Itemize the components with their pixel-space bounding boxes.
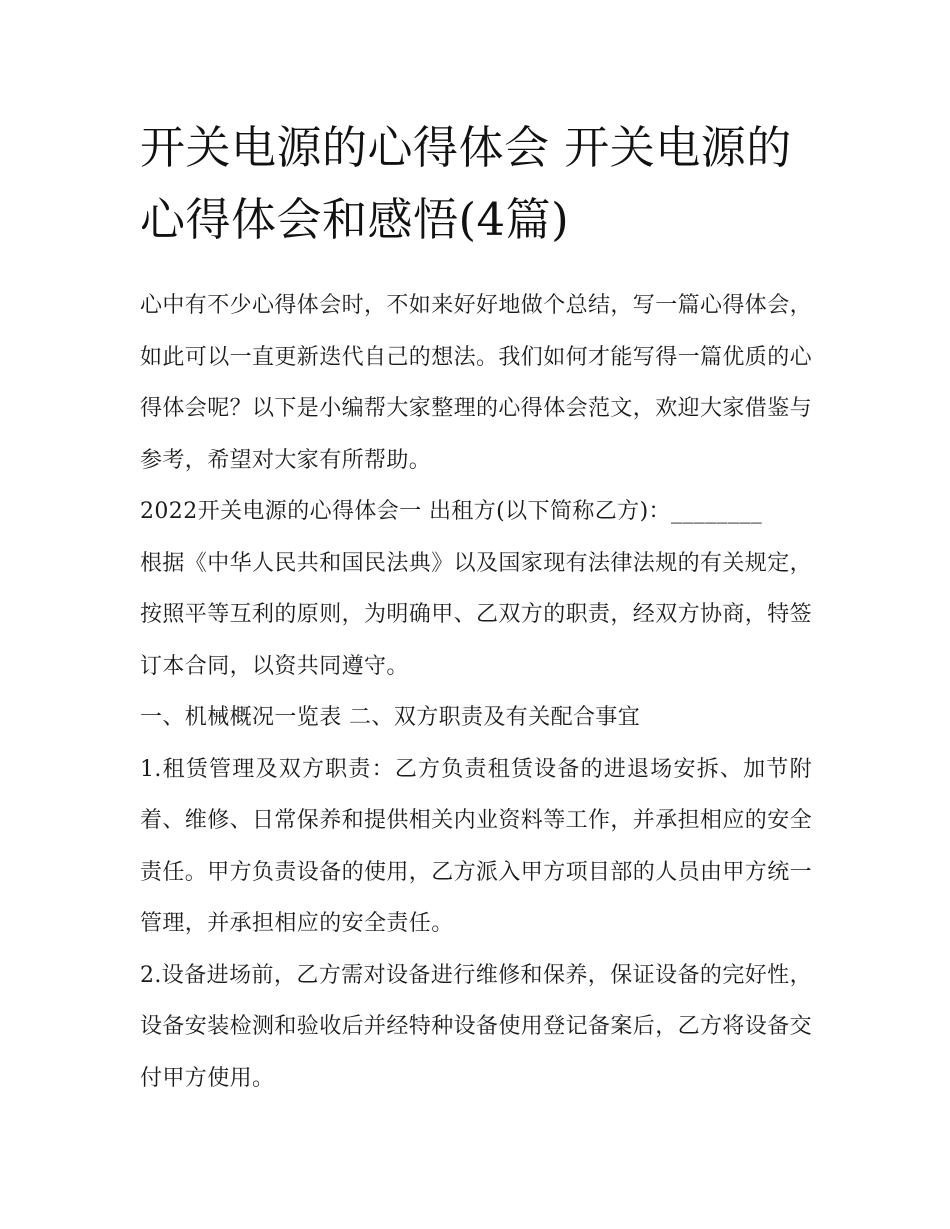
- contract-basis-paragraph: 根据《中华人民共和国民法典》以及国家现有法律法规的有关规定，按照平等互利的原则，为明确甲、乙双方的职责，经双方协商，特签订本合同，以资共同遵守。: [140, 550, 813, 679]
- document-body: [140, 280, 812, 1104]
- section-heading-line: 一、机械概况一览表 二、双方职责及有关配合事宜: [140, 705, 641, 730]
- lessor-line: 2022开关电源的心得体会一 出租方(以下简称乙方)：________: [140, 499, 763, 524]
- intro-paragraph: 心中有不少心得体会时，不如来好好地做个总结，写一篇心得体会，如此可以一直更新迭代自己的想法。我们如何才能写得一篇优质的心得体会呢？以下是小编帮大家整理的心得体会范文，欢迎大家借鉴与参考，希望对大家有所帮助。: [140, 293, 813, 473]
- clause-1-paragraph: 1.租赁管理及双方职责：乙方负责租赁设备的进退场安拆、加节附着、维修、日常保养和提供相关内业资料等工作，并承担相应的安全责任。甲方负责设备的使用，乙方派入甲方项目部的人员由甲方统一管理，并承担相应的安全责任。: [140, 756, 813, 936]
- document-title: 开关电源的心得体会 开关电源的心得体会和感悟(4篇): [140, 121, 792, 246]
- clause-2-paragraph: 2.设备进场前，乙方需对设备进行维修和保养，保证设备的完好性，设备安装检测和验收后并经特种设备使用登记备案后，乙方将设备交付甲方使用。: [140, 962, 813, 1091]
